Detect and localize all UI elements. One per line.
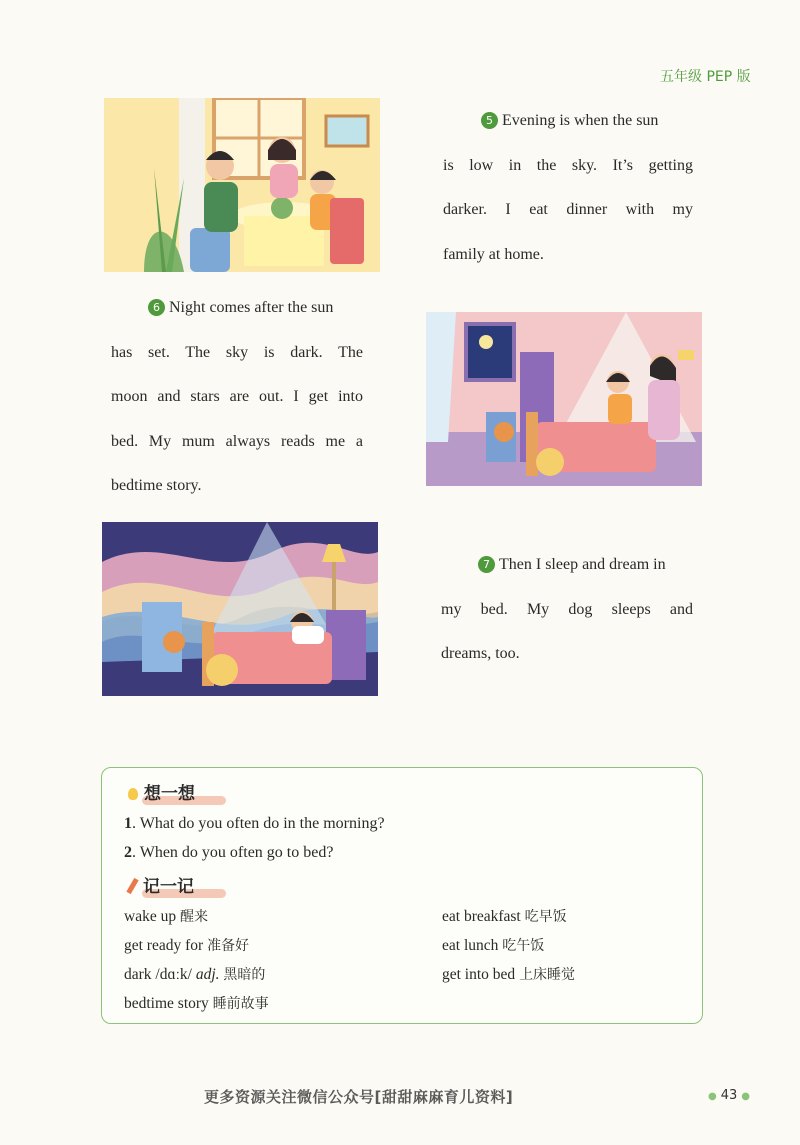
- vocab-item: get ready for 准备好: [124, 937, 250, 954]
- dinner-illustration: [104, 98, 380, 272]
- paragraph-6: 6 Night comes after the sun has set. The sky is dark. The moon and stars are out. I get into bed. My mum always reads me a bedtime story.: [111, 299, 363, 494]
- sleeping-illustration: [102, 522, 378, 696]
- number-badge: 5: [481, 112, 498, 129]
- vocab-item: eat breakfast 吃早饭: [442, 908, 567, 925]
- number-badge: 6: [148, 299, 165, 316]
- question-2: 2. When do you often go to bed?: [124, 844, 334, 861]
- footer-promo: 更多资源关注微信公众号[甜甜麻麻育儿资料]: [204, 1088, 514, 1106]
- paragraph-7: 7 Then I sleep and dream in my bed. My dog sleeps and dreams, too.: [441, 556, 693, 662]
- page-number: ● 43 ●: [708, 1088, 751, 1103]
- vocab-item: eat lunch 吃午饭: [442, 937, 545, 954]
- paragraph-5: 5 Evening is when the sun is low in the sky. It’s getting darker. I eat dinner with my family at home.: [443, 112, 693, 263]
- number-badge: 7: [478, 556, 495, 573]
- vocab-item: dark /dɑːk/ adj. 黑暗的: [124, 966, 266, 983]
- vocab-item: bedtime story 睡前故事: [124, 995, 269, 1012]
- vocab-item: get into bed 上床睡觉: [442, 966, 576, 983]
- think-heading: 想一想: [128, 779, 195, 804]
- bedtime-story-illustration: [426, 312, 702, 486]
- think-remember-box: [101, 767, 703, 1024]
- grade-label: 五年级 PEP 版: [660, 69, 751, 85]
- remember-heading: 记一记: [128, 872, 194, 897]
- question-1: 1. What do you often do in the morning?: [124, 815, 385, 832]
- pencil-icon: [126, 878, 138, 894]
- vocab-item: wake up 醒来: [124, 908, 208, 925]
- lightbulb-icon: [128, 788, 138, 800]
